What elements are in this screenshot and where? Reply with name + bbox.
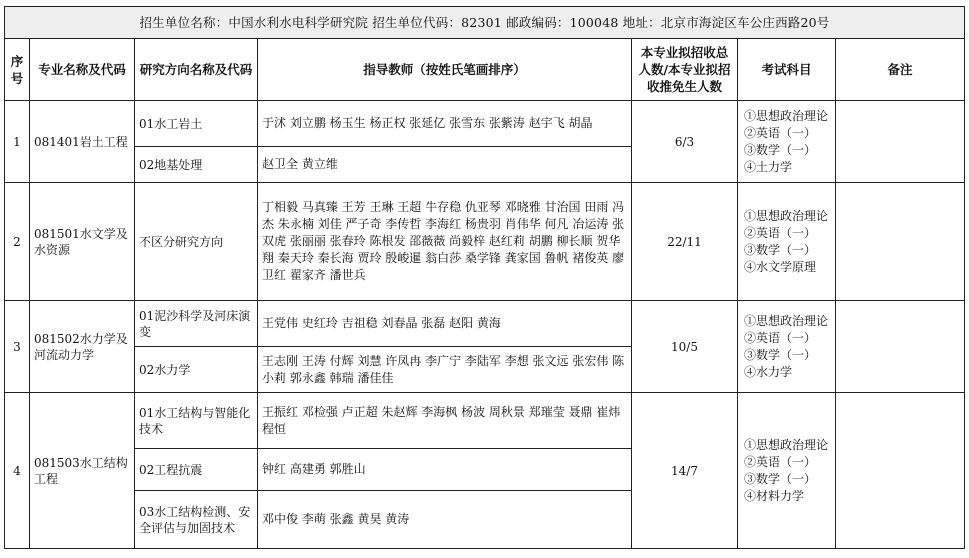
header-exam: 考试科目 [738,39,836,101]
header-direction: 研究方向名称及代码 [135,39,258,101]
admission-table [4,6,965,549]
exam-subjects [738,393,836,549]
direction-name: 02地基处理 [135,147,258,183]
unit-info: 招生单位名称：中国水利水电科学研究院 招生单位代码：82301 邮政编码：100048 地址：北京市海淀区车公庄西路20号 [5,7,965,39]
exam-subject: ②英语（一） [744,125,817,140]
unit-info-row [5,7,965,39]
note-cell [836,301,965,393]
teacher-list: 于沭 刘立鹏 杨玉生 杨正权 张延亿 张雪东 张紫涛 赵宇飞 胡晶 [258,101,632,147]
teacher-list: 赵卫全 黄立维 [258,147,632,183]
exam-subjects [738,101,836,183]
exam-subjects [738,183,836,301]
exam-subjects [738,301,836,393]
exam-subject: ③数学（一） [744,347,817,362]
header-no: 序号 [5,39,30,101]
quota: 22/11 [632,183,738,301]
exam-subject: ①思想政治理论 [744,208,829,223]
header-quota: 本专业拟招收总人数/本专业拟招收推免生人数 [632,39,738,101]
direction-name: 03水工结构检测、安全评估与加固技术 [135,491,258,549]
teacher-list: 丁相毅 马真臻 王芳 王琳 王超 牛存稳 仇亚琴 邓晓雅 甘治国 田雨 冯杰 朱永楠 刘佳 严子奇 李传哲 李海红 杨贵羽 肖伟华 何凡 冶运涛 张双虎 张丽丽 张春玲 陈根发 邵薇薇 尚毅梓 赵红莉 胡鹏 柳长顺 贺华翔 秦天玲 秦长海 贾玲 殷峻暹 翁白莎 桑学锋 龚家国 鲁帆 褚俊英 廖卫红 翟家齐 潘世兵 [258,183,632,301]
quota: 6/3 [632,101,738,183]
major-name: 081401岩土工程 [30,101,135,183]
exam-subject: ④材料力学 [744,488,805,503]
direction-name: 01水工结构与智能化技术 [135,393,258,449]
exam-subject: ④土力学 [744,159,793,174]
exam-subject: ③数学（一） [744,242,817,257]
direction-name: 02工程抗震 [135,449,258,491]
note-cell [836,101,965,183]
table-row [5,183,965,301]
exam-subject: ②英语（一） [744,225,817,240]
header-note: 备注 [836,39,965,101]
table-row [5,301,965,347]
teacher-list: 王志刚 王涛 付辉 刘慧 许凤冉 李广宁 李陆军 李想 张文远 张宏伟 陈小莉 郭永鑫 韩瑞 潘佳佳 [258,347,632,393]
exam-subject: ③数学（一） [744,142,817,157]
major-name: 081501水文学及水资源 [30,183,135,301]
exam-subject: ④水力学 [744,364,793,379]
direction-name: 01泥沙科学及河床演变 [135,301,258,347]
teacher-list: 王党伟 史红玲 吉祖稳 刘春晶 张磊 赵阳 黄海 [258,301,632,347]
row-number: 3 [5,301,30,393]
quota: 14/7 [632,393,738,549]
exam-subject: ②英语（一） [744,454,817,469]
row-number: 4 [5,393,30,549]
direction-name: 01水工岩土 [135,101,258,147]
teacher-list: 钟红 高建勇 郭胜山 [258,449,632,491]
exam-subject: ①思想政治理论 [744,108,829,123]
major-name: 081502水力学及河流动力学 [30,301,135,393]
row-number: 2 [5,183,30,301]
note-cell [836,393,965,549]
exam-subject: ③数学（一） [744,471,817,486]
direction-name: 不区分研究方向 [135,183,258,301]
major-name: 081503水工结构工程 [30,393,135,549]
exam-subject: ④水文学原理 [744,259,817,274]
header-teachers: 指导教师（按姓氏笔画排序） [258,39,632,101]
row-number: 1 [5,101,30,183]
quota: 10/5 [632,301,738,393]
exam-subject: ②英语（一） [744,330,817,345]
table-row [5,101,965,147]
header-major: 专业名称及代码 [30,39,135,101]
header-row [5,39,965,101]
table-row [5,393,965,449]
teacher-list: 王振红 邓检强 卢正超 朱赵辉 李海枫 杨波 周秋景 郑璀莹 聂鼎 崔炜 程恒 [258,393,632,449]
exam-subject: ①思想政治理论 [744,313,829,328]
direction-name: 02水力学 [135,347,258,393]
exam-subject: ①思想政治理论 [744,437,829,452]
note-cell [836,183,965,301]
teacher-list: 邓中俊 李萌 张鑫 黄昊 黄涛 [258,491,632,549]
